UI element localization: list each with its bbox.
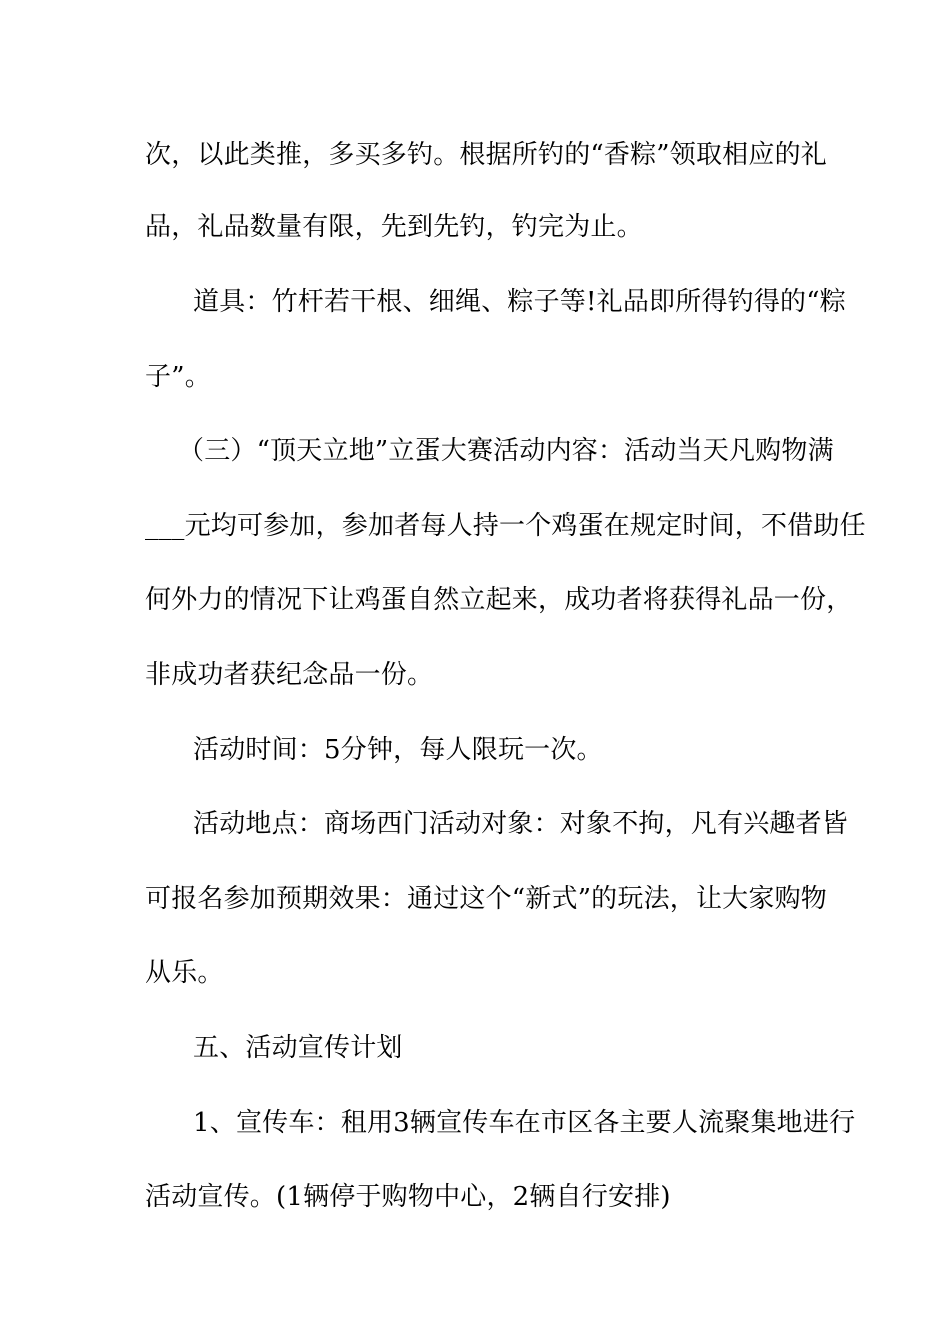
paragraph-line: 非成功者获纪念品一份。 [145, 660, 434, 690]
paragraph-line: 子”。 [145, 362, 211, 392]
paragraph-line: 品，礼品数量有限，先到先钓，钓完为止。 [145, 212, 643, 242]
paragraph-line: 活动时间：5分钟，每人限玩一次。 [193, 735, 603, 765]
paragraph-line: 活动宣传。(1辆停于购物中心，2辆自行安排) [145, 1182, 671, 1212]
paragraph-line: 1、宣传车：租用3辆宣传车在市区各主要人流聚集地进行 [193, 1108, 856, 1138]
paragraph-line: 活动地点：商场西门活动对象：对象不拘，凡有兴趣者皆 [193, 809, 849, 839]
paragraph-line: 从乐。 [145, 958, 224, 988]
paragraph-line: 次，以此类推，多买多钓。根据所钓的“香粽”领取相应的礼 [145, 140, 827, 170]
paragraph-line: 道具：竹杆若干根、细绳、粽子等!礼品即所得钓得的“粽 [193, 287, 846, 317]
paragraph-line: 何外力的情况下让鸡蛋自然立起来，成功者将获得礼品一份， [145, 585, 853, 615]
section-heading: 五、活动宣传计划 [193, 1033, 403, 1063]
paragraph-line: 可报名参加预期效果：通过这个“新式”的玩法，让大家购物 [145, 884, 827, 914]
section-heading-line: （三）“顶天立地”立蛋大赛活动内容：活动当天凡购物满 [178, 436, 834, 466]
paragraph-line: ___元均可参加，参加者每人持一个鸡蛋在规定时间，不借助任 [145, 511, 866, 541]
